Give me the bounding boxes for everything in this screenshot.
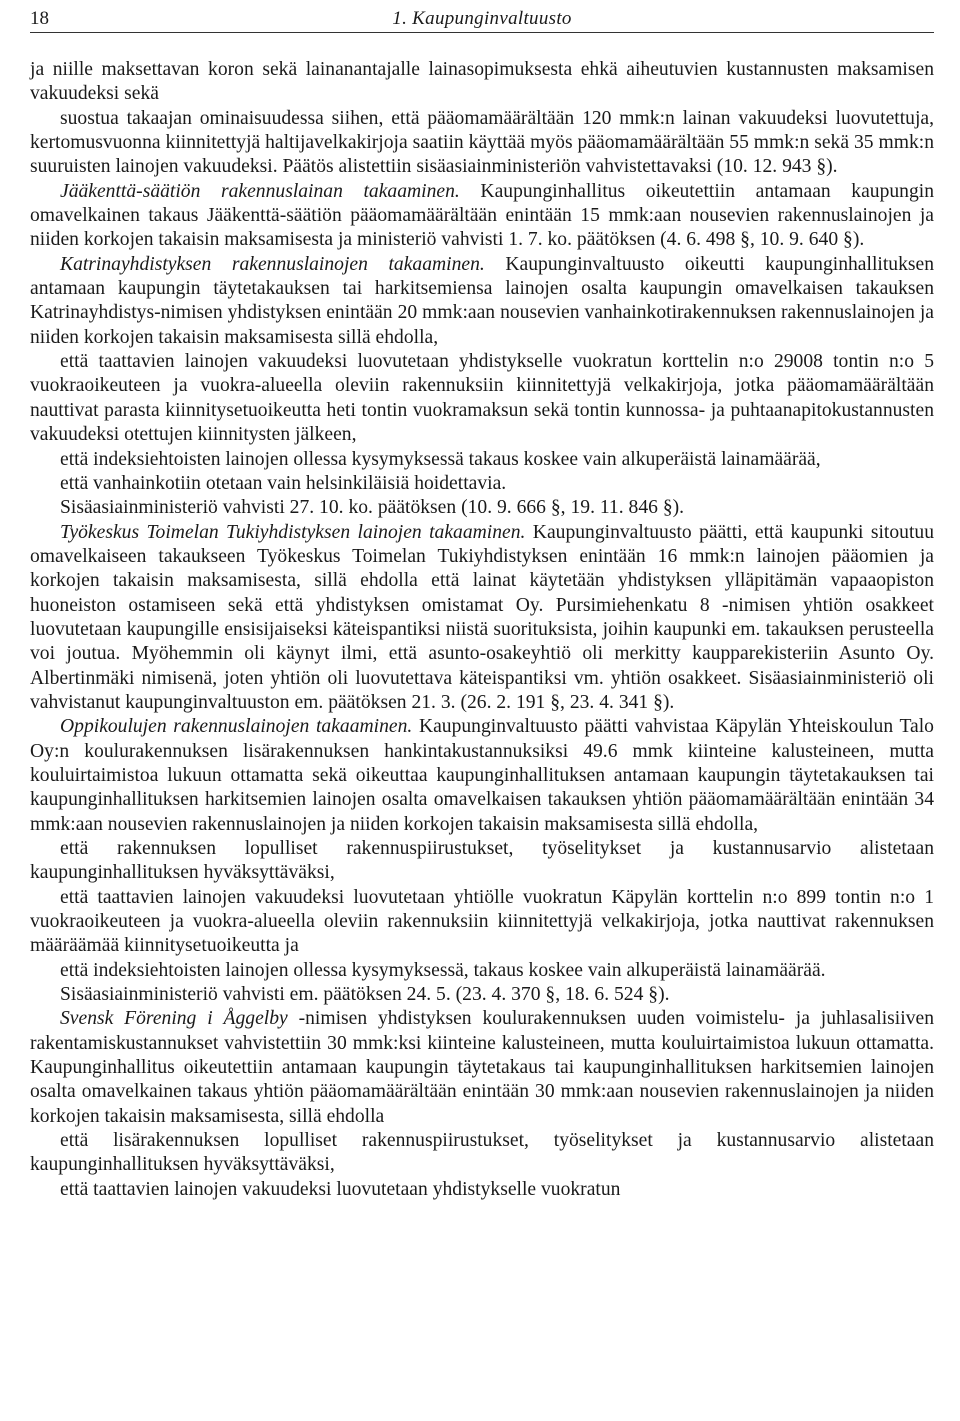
running-title: 1. Kaupunginvaltuusto (392, 8, 572, 29)
paragraph (30, 180, 934, 253)
paragraph (30, 472, 934, 496)
paragraph-text: Kaupunginvaltuusto päätti, että kaupunki sitoutuu omavelkaiseen takaukseen Työkeskus Toimelan Tukiyhdistyksen enintään 16 mmk:n lainojen pääomien ja korkojen takaisin maksamisesta, sillä ehdolla että lainat käytetään yhdistyksen ylläpitämän vapaaopiston huoneiston ostamiseen sekä että yhdistyksen omistamat Oy. Pursimiehenkatu 8 -nimisen yhtiön osakkeet luovutetaan kaupungille ensisijaiseksi käteispantiksi niistä suorituksista, joihin kaupunki em. takauksen perusteella voi joutua. Myöhemmin oli käynyt ilmi, että asunto-osakeyhtiö oli merkitty kaupparekisteriin Asunto Oy. Albertinmäki nimisenä, joten yhtiön oli luovutettava käteispantiksi vm. yhtiön osakkeet. Sisäasiainministeriö oli vahvistanut kaupunginvaltuuston em. päätöksen 21. 3. (26. 2. 191 §, 23. 4. 341 §). (30, 521, 934, 713)
paragraph (30, 448, 934, 472)
paragraph-text: että indeksiehtoisten lainojen ollessa kysymyksessä, takaus koskee vain alkuperäistä lainamäärää. (60, 959, 826, 981)
paragraph (30, 959, 934, 983)
paragraph (30, 715, 934, 837)
paragraph-heading: Jääkenttä-säätiön rakennuslainan takaaminen. (60, 180, 460, 202)
paragraph-text: Sisäasiainministeriö vahvisti 27. 10. ko. päätöksen (10. 9. 666 §, 19. 11. 846 §). (60, 497, 685, 519)
paragraph (30, 496, 934, 520)
paragraph-text: että lisärakennuksen lopulliset rakennuspiirustukset, työselitykset ja kustannusarvio alistetaan kaupunginhallituksen hyväksyttäväksi, (30, 1130, 934, 1176)
paragraph-text: ja niille maksettavan koron sekä lainanantajalle lainasopimuksesta ehkä aiheutuvien kustannusten maksamisen vakuudeksi sekä (30, 59, 934, 105)
page-number: 18 (30, 8, 49, 29)
paragraph (30, 886, 934, 959)
paragraph-text: Kaupunginvaltuusto päätti vahvistaa Käpylän Yhteiskoulun Talo Oy:n koulurakennuksen lisärakennuksen hankintakustannuksiksi 49.6 mmk kiinteine kalusteineen, mutta kouluirtaimistoa lukuun ottamatta sekä oikeuttaa kaupunginhallituksen antamaan kaupungin täytetakauksen tai kaupunginhallituksen harkitsemien lainojen osalta omavelkaisen takauksen yhtiön pääomamäärältään enintään 34 mmk:aan nousevien rakennuslainojen ja niiden korkojen takaisin maksamisesta sillä ehdolla, (30, 716, 934, 835)
paragraph-heading: Oppikoulujen rakennuslainojen takaaminen. (60, 716, 413, 738)
paragraph-text: että rakennuksen lopulliset rakennuspiirustukset, työselitykset ja kustannusarvio alistetaan kaupunginhallituksen hyväksyttäväksi, (30, 838, 934, 884)
paragraph (30, 1129, 934, 1178)
paragraph-text: Kaupunginhallitus oikeutettiin antamaan kaupungin omavelkainen takaus Jääkenttä-säätiön pääomamäärältään enintään 15 mmk:aan nousevien rakennuslainojen ja niiden korkojen takaisin maksamisesta ja ministeriö vahvisti 1. 7. ko. päätöksen (4. 6. 498 §, 10. 9. 640 §). (30, 180, 934, 251)
body-text (30, 58, 934, 1202)
paragraph-text: Sisäasiainministeriö vahvisti em. päätöksen 24. 5. (23. 4. 370 §, 18. 6. 524 §). (60, 984, 670, 1006)
paragraph-text: että taattavien lainojen vakuudeksi luovutetaan yhdistykselle vuokratun (60, 1178, 621, 1200)
paragraph-text: että taattavien lainojen vakuudeksi luovutetaan yhtiölle vuokratun Käpylän korttelin n:o 899 tontin n:o 1 vuokraoikeuteen ja vuokra-alueella oleviin rakennuksiin kiinnitettyjä velkakirjoja, jotka nauttivat rakennuksen määräämää kiinnitysetuoikeutta ja (30, 886, 934, 957)
paragraph-heading: Svensk Förening i Åggelby (60, 1008, 288, 1030)
paragraph-text: että indeksiehtoisten lainojen ollessa kysymyksessä takaus koskee vain alkuperäistä lainamäärää, (60, 448, 821, 470)
paragraph (30, 1007, 934, 1129)
paragraph-text: että taattavien lainojen vakuudeksi luovutetaan yhdistykselle vuokratun korttelin n:o 29008 tontin n:o 5 vuokraoikeuteen ja vuokra-alueella oleviin rakennuksiin kiinnitettyjä velkakirjoja, jotka pääomamäärältään nauttivat parasta kiinnitysetuoikeutta heti tontin vuokramaksun sekä tontin kunnossa- ja puhtaanapitokustannusten vakuudeksi otettujen kiinnitysten jälkeen, (30, 351, 934, 446)
paragraph (30, 983, 934, 1007)
paragraph-text: että vanhainkotiin otetaan vain helsinkiläisiä hoidettavia. (60, 472, 507, 494)
paragraph (30, 107, 934, 180)
paragraph-text: suostua takaajan ominaisuudessa siihen, että pääomamäärältään 120 mmk:n lainan vakuudeksi luovutettuja, kertomusvuonna kiinnitettyjä haltijavelkakirjoja saatiin käyttää myös pääomamäärältään 55 mmk:n sekä 35 mmk:n suuruisten lainojen vakuudeksi. Päätös alistettiin sisäasiainministeriön vahvistettavaksi (10. 12. 943 §). (30, 107, 934, 178)
paragraph-heading: Katrinayhdistyksen rakennuslainojen takaaminen. (60, 253, 485, 275)
paragraph (30, 521, 934, 716)
paragraph-text: Kaupunginvaltuusto oikeutti kaupunginhallituksen antamaan kaupungin täytetakauksen tai harkitsemiensa lainojen osalta kaupungin omavelkaisen takauksen Katrinayhdistys-nimisen yhdistyksen enintään 20 mmk:aan nousevien vanhainkotirakennuksen rakennuslainojen ja niiden korkojen takaisin maksamisesta sillä ehdolla, (30, 253, 934, 348)
paragraph (30, 837, 934, 886)
paragraph (30, 350, 934, 447)
paragraph (30, 253, 934, 350)
paragraph-heading: Työkeskus Toimelan Tukiyhdistyksen lainojen takaaminen. (60, 521, 526, 543)
paragraph-text: -nimisen yhdistyksen koulurakennuksen uuden voimistelu- ja juhlasalisiiven rakentamiskustannukset vahvistettiin 30 mmk:ksi kiinteine kalusteineen, mutta kouluirtaimistoa lukuun ottamatta. Kaupunginhallitus oikeutettiin antamaan kaupungin täytetakaus tai kaupunginhallituksen harkitsemien lainojen osalta omavelkainen takaus yhtiön pääomamäärältään enintään 30 mmk:aan nousevien rakennuslainojen ja niiden korkojen takaisin maksamisesta, sillä ehdolla (30, 1008, 934, 1127)
paragraph (30, 58, 934, 107)
paragraph (30, 1178, 934, 1202)
running-header (30, 6, 934, 33)
